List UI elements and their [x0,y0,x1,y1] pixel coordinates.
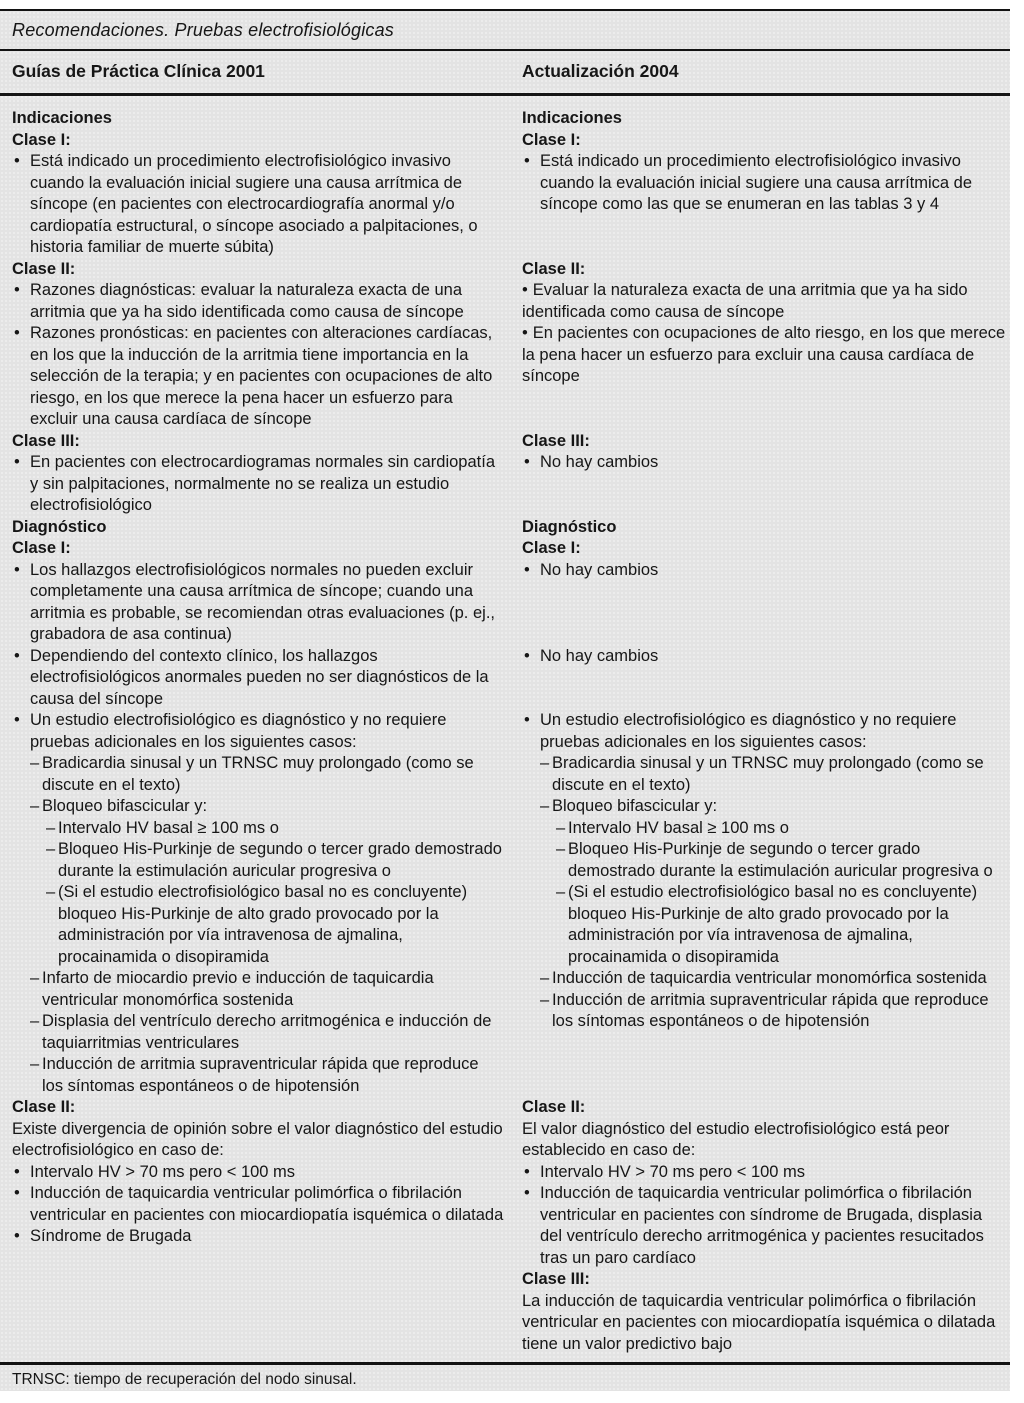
cell-2004 [522,710,1008,1033]
section-heading: Clase II: [522,1098,586,1116]
dash-marker: – [30,969,40,987]
dash-item [12,1011,504,1054]
bullet-marker: • [524,560,530,579]
paragraph: Existe divergencia de opinión sobre el valor diagnóstico del estudio electrofisiológico en caso de: [12,1119,503,1159]
bullet-item [12,1183,504,1226]
dash-item [12,796,504,818]
item-text: Inducción de taquicardia ventricular polimórfica o fibrilación ventricular en pacientes con miocardiopatía isquémica o dilatada [30,1184,504,1224]
section-heading: Clase II: [12,259,76,278]
bullet-marker: • [14,281,20,299]
cell-2001 [12,646,504,711]
item-text: Bloqueo bifascicular y: [552,797,718,815]
item-text: Intervalo HV > 70 ms pero < 100 ms [540,1162,806,1181]
section-heading: Clase II: [12,1098,76,1116]
bullet-item [12,323,504,431]
item-text: Bloqueo bifascicular y: [42,797,208,815]
cell-2001 [12,1097,504,1248]
item-text: Los hallazgos electrofisiológicos normales no pueden excluir completamente una causa arrítmica de síncope; cuando una arritmia es probable, se recomiendan otras evaluaciones (p. ej., grabadora de asa continua) [30,560,495,643]
item-text: (Si el estudio electrofisiológico basal no es concluyente) bloqueo His-Purkinje de alto grado provocado por la administración por vía intravenosa de ajmalina, procainamida o disopiramida [568,883,978,966]
cell-2001 [12,710,504,1097]
dash-marker: – [30,1012,40,1030]
bullet-item [12,452,504,517]
bullet-item [12,646,504,711]
item-text: No hay cambios [540,646,659,665]
dash-item [522,796,1008,818]
dash-item [522,882,1008,968]
cell-2004 [522,431,1008,474]
dash-item [522,839,1008,882]
item-text: En pacientes con electrocardiogramas normales sin cardiopatía y sin palpitaciones, normalmente no se realiza un estudio electrofisiológico [30,453,495,514]
item-text: Dependiendo del contexto clínico, los hallazgos electrofisiológicos anormales pueden no ser diagnósticos de la causa del síncope [30,646,489,708]
item-text: Displasia del ventrículo derecho arritmogénica e inducción de taquiarritmias ventriculares [42,1012,492,1052]
item-text: Bradicardia sinusal y un TRNSC muy prolongado (como se discute en el texto) [552,754,984,794]
bullet-item [522,323,1008,388]
table-title: Recomendaciones. Pruebas electrofisiológicas [0,11,1010,51]
dash-marker: – [30,797,40,815]
section-heading: Diagnóstico [522,517,617,536]
table-row [12,710,1010,1097]
bullet-marker: • [14,1184,20,1202]
item-text: Inducción de arritmia supraventricular rápida que reproduce los síntomas espontáneos o de hipotensión [42,1055,479,1095]
bullet-item [522,1183,1008,1269]
dash-marker: – [556,840,566,858]
section-heading: Diagnóstico [12,517,107,536]
dash-marker: – [540,797,550,815]
cell-2004 [522,560,1008,582]
bullet-item [12,280,504,323]
cell-2004 [522,259,1008,388]
item-text: Bradicardia sinusal y un TRNSC muy prolongado (como se discute en el texto) [42,754,474,794]
dash-marker: – [30,754,40,772]
section-heading: Clase I: [12,539,71,557]
cell-2001 [12,108,504,259]
bullet-item [522,151,1008,216]
section-heading: Clase II: [522,259,586,278]
bullet-item [522,280,1008,323]
dash-marker: – [540,990,550,1009]
bullet-item [12,1162,504,1184]
table-row [12,431,1010,517]
dash-marker: – [540,754,550,772]
table-row [12,259,1010,431]
item-text: Intervalo HV basal ≥ 100 ms o [58,818,279,837]
item-text: Razones pronósticas: en pacientes con alteraciones cardíacas, en los que la inducción de la arritmia tiene importancia en la selección de la terapia; y en pacientes con ocupaciones de alto riesgo, en los que merece la pena hacer un esfuerzo para excluir una causa cardíaca de síncope [30,324,493,428]
cell-2001 [12,431,504,517]
bullet-marker: • [524,152,530,170]
dash-item [12,968,504,1011]
item-text: Bloqueo His-Purkinje de segundo o tercer grado demostrado durante la estimulación auricular progresiva o [568,840,993,880]
table-row [12,560,1010,646]
item-text: Está indicado un procedimiento electrofisiológico invasivo cuando la evaluación inicial sugiere una causa arrítmica de síncope como las que se enumeran en las tablas 3 y 4 [540,152,973,213]
bullet-marker: • [524,646,530,665]
bullet-item [12,560,504,646]
item-text: Inducción de taquicardia ventricular monomórfica sostenida [552,969,987,987]
bullet-item [522,646,1008,668]
item-text: Un estudio electrofisiológico es diagnóstico y no requiere pruebas adicionales en los siguientes casos: [30,711,447,751]
dash-item [522,818,1008,840]
table-footnote-area [0,1362,1010,1389]
dash-marker: – [30,1055,40,1073]
bullet-marker: • [14,324,20,342]
item-text: Bloqueo His-Purkinje de segundo o tercer grado demostrado durante la estimulación auricular progresiva o [58,840,502,880]
recommendations-table [0,9,1010,1391]
table-row [12,517,1010,560]
section-heading: Clase I: [12,130,71,149]
bullet-marker: • [14,646,20,665]
dash-marker: – [46,883,56,901]
dash-marker: – [556,818,566,837]
bullet-item [522,1162,1008,1184]
bullet-marker: • [14,560,20,579]
item-text: (Si el estudio electrofisiológico basal no es concluyente) bloqueo His-Purkinje de alto grado provocado por la administración por vía intravenosa de ajmalina, procainamida o disopiramida [58,883,468,966]
cell-2001 [12,259,504,431]
section-heading: Clase III: [12,431,80,450]
bullet-item [522,710,1008,753]
bullet-item [12,151,504,259]
item-text: Está indicado un procedimiento electrofisiológico invasivo cuando la evaluación inicial sugiere una causa arrítmica de síncope (en pacientes con electrocardiografía anormal y/o cardiopatía estructural, o síncope asociado a palpitaciones, o historia familiar de muerte súbita) [30,152,478,256]
section-heading: Clase I: [522,130,581,149]
bullet-marker: • [14,711,20,729]
bullet-item [12,1226,504,1248]
table-body [0,96,1010,1355]
item-text: No hay cambios [540,560,659,579]
dash-item [12,1054,504,1097]
dash-item [522,968,1008,990]
cell-2004 [522,108,1008,216]
bullet-marker: • [14,453,20,471]
paragraph: La inducción de taquicardia ventricular polimórfica o fibrilación ventricular en pacientes con miocardiopatía isquémica o dilatada tiene un valor predictivo bajo [522,1291,996,1353]
dash-marker: – [46,840,56,858]
bullet-marker: • [522,281,528,299]
item-text: Un estudio electrofisiológico es diagnóstico y no requiere pruebas adicionales en los siguientes casos: [540,711,957,751]
table-row [12,646,1010,711]
dash-item [522,753,1008,796]
bullet-marker: • [14,1162,20,1181]
cell-2001 [12,517,504,560]
item-text: Inducción de arritmia supraventricular rápida que reproduce los síntomas espontáneos o de hipotensión [552,990,989,1030]
column-header-2004: Actualización 2004 [522,61,679,81]
cell-2004 [522,646,1008,668]
bullet-marker: • [524,711,530,729]
section-heading: Indicaciones [12,109,112,127]
bullet-item [522,560,1008,582]
footnote-text: TRNSC: tiempo de recuperación del nodo sinusal. [12,1371,357,1388]
item-text: En pacientes con ocupaciones de alto riesgo, en los que merece la pena hacer un esfuerzo para excluir una causa cardíaca de síncope [522,324,1006,385]
bullet-marker: • [522,324,528,342]
dash-marker: – [46,818,56,837]
bullet-item [522,452,1008,474]
section-heading: Clase III: [522,1270,590,1288]
item-text: No hay cambios [540,453,659,471]
bullet-marker: • [14,152,20,170]
item-text: Inducción de taquicardia ventricular polimórfica o fibrilación ventricular en pacientes con síndrome de Brugada, displasia del ventrículo derecho arritmogénica y pacientes resucitados tras un paro cardíaco [540,1184,984,1267]
item-text: Razones diagnósticas: evaluar la naturaleza exacta de una arritmia que ya ha sido identificada como causa de síncope [30,281,464,321]
section-heading: Clase I: [522,539,581,557]
bullet-marker: • [14,1227,20,1245]
paragraph: El valor diagnóstico del estudio electrofisiológico está peor establecido en caso de: [522,1119,950,1159]
dash-item [12,753,504,796]
item-text: Intervalo HV > 70 ms pero < 100 ms [30,1162,296,1181]
column-header-2001: Guías de Práctica Clínica 2001 [12,61,265,81]
cell-2004 [522,1097,1008,1355]
bullet-item [12,710,504,753]
column-header-row [0,51,1010,96]
table-row [12,1097,1010,1355]
dash-item [522,990,1008,1033]
item-text: Intervalo HV basal ≥ 100 ms o [568,818,789,837]
dash-marker: – [556,883,566,901]
bullet-marker: • [524,1162,530,1181]
section-heading: Clase III: [522,431,590,450]
dash-item [12,818,504,840]
item-text: Infarto de miocardio previo e inducción de taquicardia ventricular monomórfica sostenida [42,969,434,1009]
section-heading: Indicaciones [522,109,622,127]
cell-2004 [522,517,1008,560]
bullet-marker: • [524,1184,530,1202]
dash-item [12,882,504,968]
bullet-marker: • [524,453,530,471]
item-text: Síndrome de Brugada [30,1227,192,1245]
table-row [12,108,1010,259]
dash-marker: – [540,969,550,987]
cell-2001 [12,560,504,646]
dash-item [12,839,504,882]
item-text: Evaluar la naturaleza exacta de una arritmia que ya ha sido identificada como causa de síncope [522,281,968,321]
